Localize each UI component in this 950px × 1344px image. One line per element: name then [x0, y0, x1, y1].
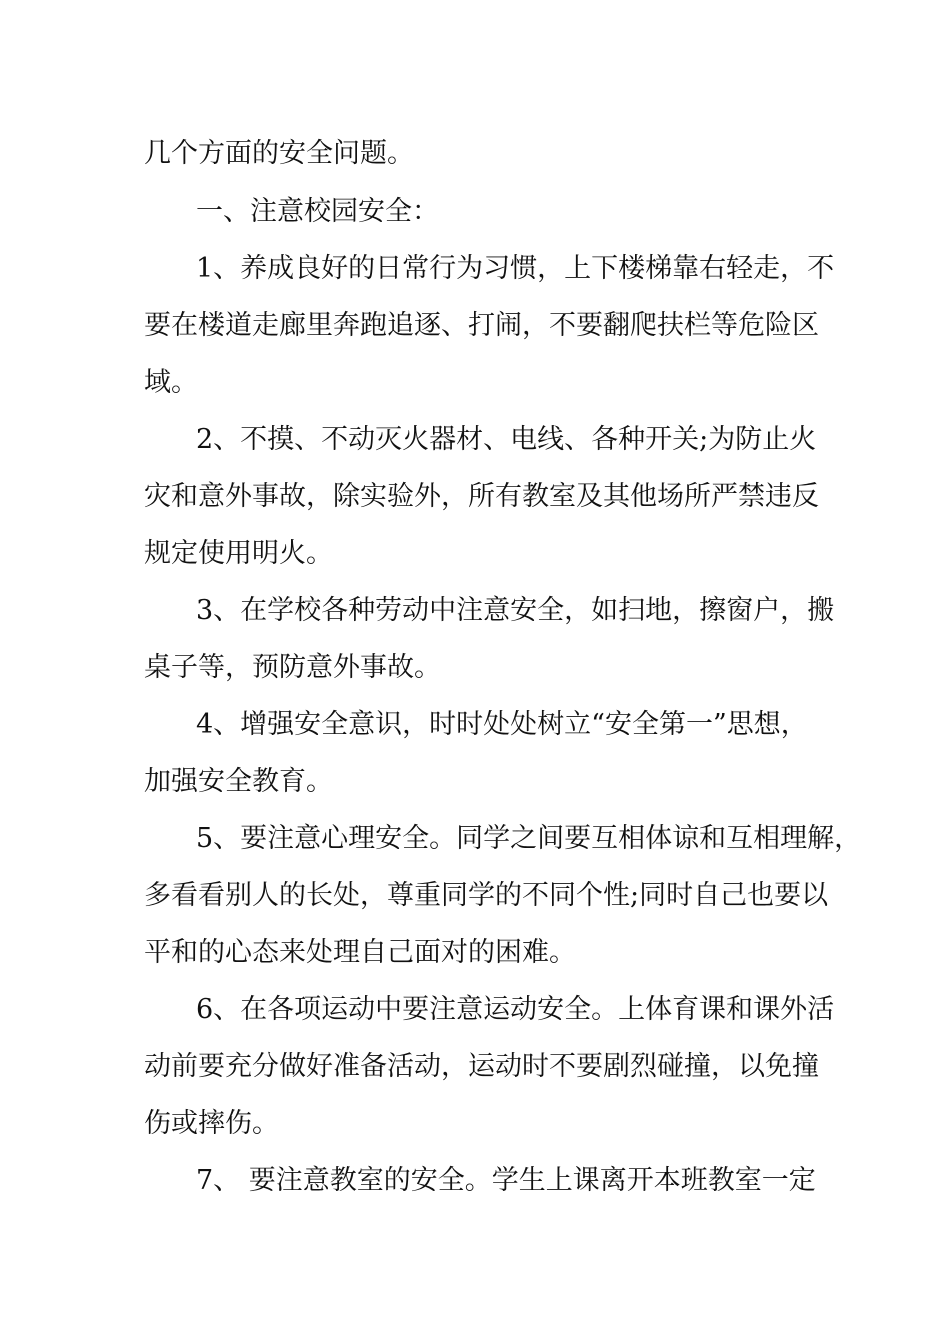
text-line: 多看看别人的长处，尊重同学的不同个性;同时自己也要以 — [144, 880, 829, 911]
text-line: 1、养成良好的日常行为习惯，上下楼梯靠右轻走，不 — [196, 253, 835, 284]
text-line: 几个方面的安全问题。 — [144, 138, 414, 169]
text-line: 6、在各项运动中要注意运动安全。上体育课和课外活 — [196, 994, 835, 1025]
text-line: 伤或摔伤。 — [144, 1108, 279, 1139]
text-line: 5、要注意心理安全。同学之间要互相体谅和互相理解， — [196, 823, 862, 854]
text-line: 桌子等，预防意外事故。 — [144, 652, 441, 683]
text-line: 动前要充分做好准备活动，运动时不要剧烈碰撞，以免撞 — [144, 1051, 819, 1082]
section-heading: 一、注意校园安全： — [196, 196, 439, 227]
text-line: 要在楼道走廊里奔跑追逐、打闹，不要翻爬扶栏等危险区 — [144, 310, 819, 341]
text-line: 加强安全教育。 — [144, 766, 333, 797]
text-line: 域。 — [144, 367, 198, 398]
text-line: 4、增强安全意识，时时处处树立“安全第一”思想， — [196, 709, 808, 740]
text-line: 规定使用明火。 — [144, 538, 333, 569]
text-line: 3、在学校各种劳动中注意安全，如扫地，擦窗户，搬 — [196, 595, 835, 626]
text-line: 灾和意外事故，除实验外，所有教室及其他场所严禁违反 — [144, 481, 819, 512]
text-line: 2、不摸、不动灭火器材、电线、各种开关;为防止火 — [196, 424, 817, 455]
text-line: 7、 要注意教室的安全。学生上课离开本班教室一定 — [196, 1165, 816, 1196]
text-line: 平和的心态来处理自己面对的困难。 — [144, 937, 576, 968]
